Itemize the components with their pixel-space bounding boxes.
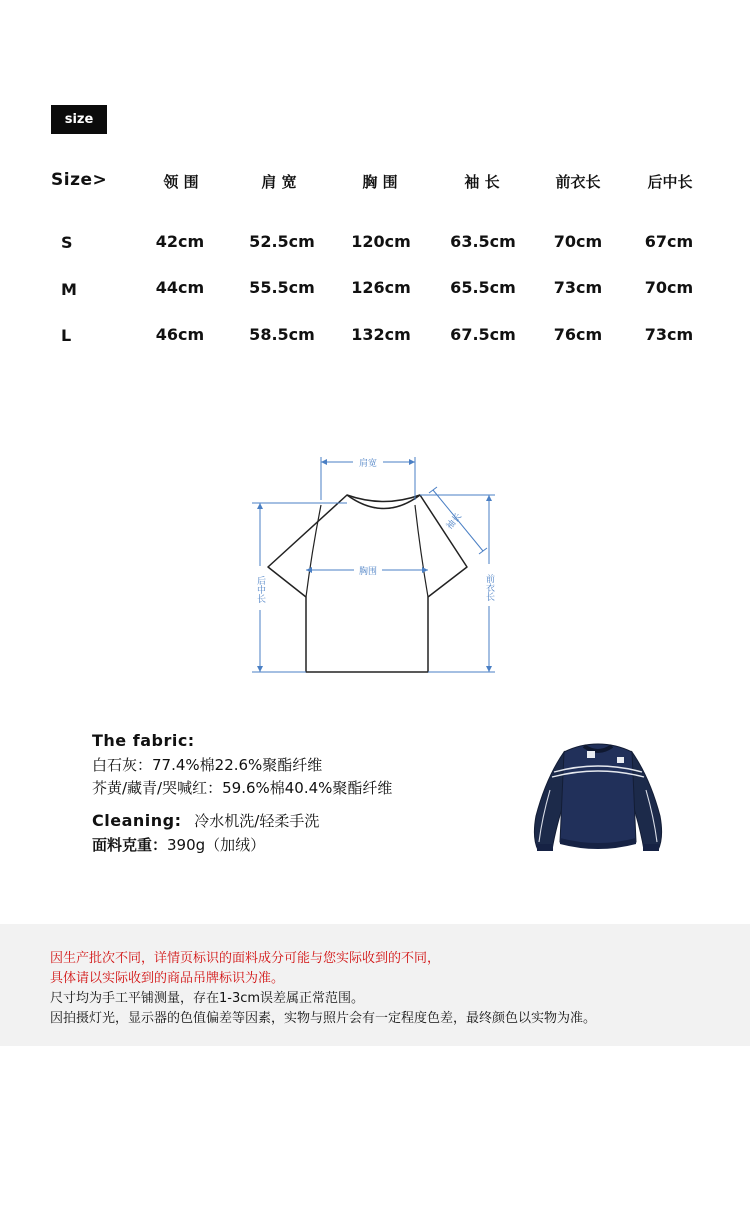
table-cell: 120cm <box>351 232 411 251</box>
cleaning-value: 冷水机洗/轻柔手洗 <box>194 812 320 830</box>
tshirt-outline <box>268 495 467 672</box>
table-cell: 70cm <box>553 232 603 251</box>
sleeve-header: 袖 长 <box>464 173 500 191</box>
table-cell: 73cm <box>553 278 603 297</box>
weight-info <box>92 834 265 855</box>
table-cell: 67cm <box>644 232 694 251</box>
fabric-line-1: 白石灰：77.4%棉22.6%聚酯纤维 <box>92 756 323 774</box>
table-cell: 58.5cm <box>249 325 315 344</box>
table-cell: 65.5cm <box>450 278 516 297</box>
table-cell: 126cm <box>351 278 411 297</box>
notice-panel <box>0 924 750 1046</box>
shoulder-header: 肩 宽 <box>261 173 297 191</box>
table-cell: 63.5cm <box>450 232 516 251</box>
size-tag: size <box>51 105 107 134</box>
fabric-title: The fabric: <box>92 731 195 750</box>
back-length-header: 后中长 <box>647 173 693 191</box>
table-cell: 46cm <box>155 325 205 344</box>
shoulder-label: 肩宽 <box>358 459 378 469</box>
size-label: S <box>61 233 73 252</box>
front-length-header: 前衣长 <box>555 173 601 191</box>
cleaning-info <box>92 810 319 831</box>
table-cell: 55.5cm <box>249 278 315 297</box>
table-cell: 52.5cm <box>249 232 315 251</box>
table-cell: 70cm <box>644 278 694 297</box>
fabric-line-2: 芥黄/藏青/哭喊红：59.6%棉40.4%聚酯纤维 <box>92 779 393 797</box>
notice-red-line-2: 具体请以实际收到的商品吊牌标识为准。 <box>50 971 285 986</box>
front-length-label: 前衣长 <box>484 574 494 601</box>
sweater-product-image <box>528 738 668 858</box>
back-length-label: 后中长 <box>255 576 265 603</box>
table-cell: 42cm <box>155 232 205 251</box>
neck-header: 领 围 <box>163 173 199 191</box>
weight-label: 面料克重： <box>92 836 168 854</box>
table-cell: 44cm <box>155 278 205 297</box>
notice-red-line-1: 因生产批次不同，详情页标识的面料成分可能与您实际收到的不同， <box>50 951 441 966</box>
measurement-diagram <box>240 450 510 685</box>
cleaning-label: Cleaning: <box>92 811 182 830</box>
table-cell: 67.5cm <box>450 325 516 344</box>
weight-value: 390g（加绒） <box>167 836 266 854</box>
table-cell: 76cm <box>553 325 603 344</box>
size-column-header: Size> <box>51 170 108 190</box>
size-label: L <box>61 326 72 345</box>
size-label: M <box>61 280 77 299</box>
table-cell: 73cm <box>644 325 694 344</box>
sleeve-label: 袖长 <box>444 511 465 532</box>
chest-header: 胸 围 <box>362 173 398 191</box>
chest-label: 胸围 <box>358 567 378 577</box>
table-cell: 132cm <box>351 325 411 344</box>
notice-line-4: 因拍摄灯光，显示器的色值偏差等因素，实物与照片会有一定程度色差，最终颜色以实物为准。 <box>50 1011 597 1026</box>
notice-line-3: 尺寸均为手工平铺测量，存在1-3cm误差属正常范围。 <box>50 991 365 1006</box>
